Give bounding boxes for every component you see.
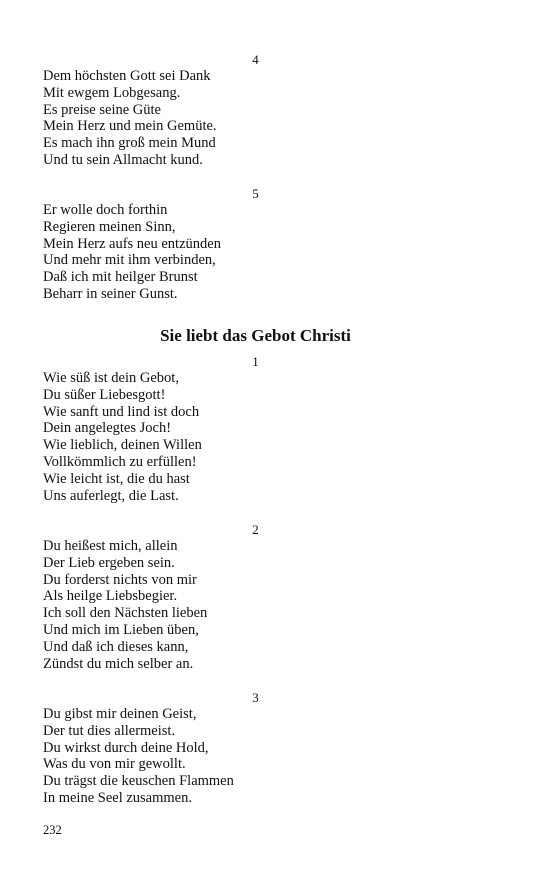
verse-line: Mein Herz aufs neu entzünden [43, 235, 221, 252]
verse-line: Daß ich mit heilger Brunst [43, 269, 198, 286]
stanza-number: 4 [252, 52, 259, 67]
verse-line: Der tut dies allermeist. [43, 722, 176, 739]
poem-title: Sie liebt das Gebot Christi [160, 326, 351, 345]
verse-line: Mein Herz und mein Gemüte. [43, 118, 217, 135]
verse-line: Wie süß ist dein Gebot, [43, 370, 179, 386]
verse-line: Wie lieblich, deinen Willen [43, 437, 202, 454]
verse-line: Du heißest mich, allein [43, 538, 178, 554]
verse-line: Was du von mir gewollt. [43, 756, 186, 773]
stanza [43, 706, 234, 807]
verse-line: Du süßer Liebesgott! [43, 386, 166, 403]
verse-line: Dem höchsten Gott sei Dank [43, 68, 211, 84]
verse-line: Der Lieb ergeben sein. [43, 554, 175, 571]
verse-line: In meine Seel zusammen. [43, 789, 192, 806]
verse-line: Zündst du mich selber an. [43, 655, 194, 672]
verse-line: Du trägst die keuschen Flammen [43, 773, 234, 790]
stanza [43, 538, 207, 672]
verse-line: Dein angelegtes Joch! [43, 420, 172, 437]
verse-line: Und tu sein Allmacht kund. [43, 151, 203, 168]
verse-line: Wie sanft und lind ist doch [43, 403, 200, 420]
verse-line: Vollkömmlich zu erfüllen! [43, 453, 197, 470]
verse-line: Er wolle doch forthin [43, 202, 168, 218]
verse-line: Es mach ihn groß mein Mund [43, 135, 216, 152]
verse-line: Und daß ich dieses kann, [43, 638, 189, 655]
verse-line: Du gibst mir deinen Geist, [43, 706, 197, 722]
page-number: 232 [43, 823, 62, 837]
verse-line: Als heilge Liebsbegier. [43, 588, 178, 605]
verse-line: Und mich im Lieben üben, [43, 621, 199, 638]
stanza [43, 202, 221, 303]
stanza-number: 1 [252, 354, 259, 369]
verse-line: Regieren meinen Sinn, [43, 218, 176, 235]
verse-line: Es preise seine Güte [43, 101, 161, 118]
stanza-number: 5 [252, 186, 259, 201]
stanza-number: 2 [252, 522, 259, 537]
stanza [43, 68, 217, 169]
verse-line: Ich soll den Nächsten lieben [43, 605, 208, 622]
verse-line: Du wirkst durch deine Hold, [43, 739, 209, 756]
verse-line: Und mehr mit ihm verbinden, [43, 252, 216, 269]
verse-line: Du forderst nichts von mir [43, 571, 197, 588]
verse-line: Mit ewgem Lobgesang. [43, 84, 181, 101]
verse-line: Uns auferlegt, die Last. [43, 487, 179, 504]
verse-line: Wie leicht ist, die du hast [43, 470, 190, 487]
stanza-number: 3 [252, 690, 259, 705]
stanza [43, 370, 202, 504]
verse-line: Beharr in seiner Gunst. [43, 285, 178, 302]
